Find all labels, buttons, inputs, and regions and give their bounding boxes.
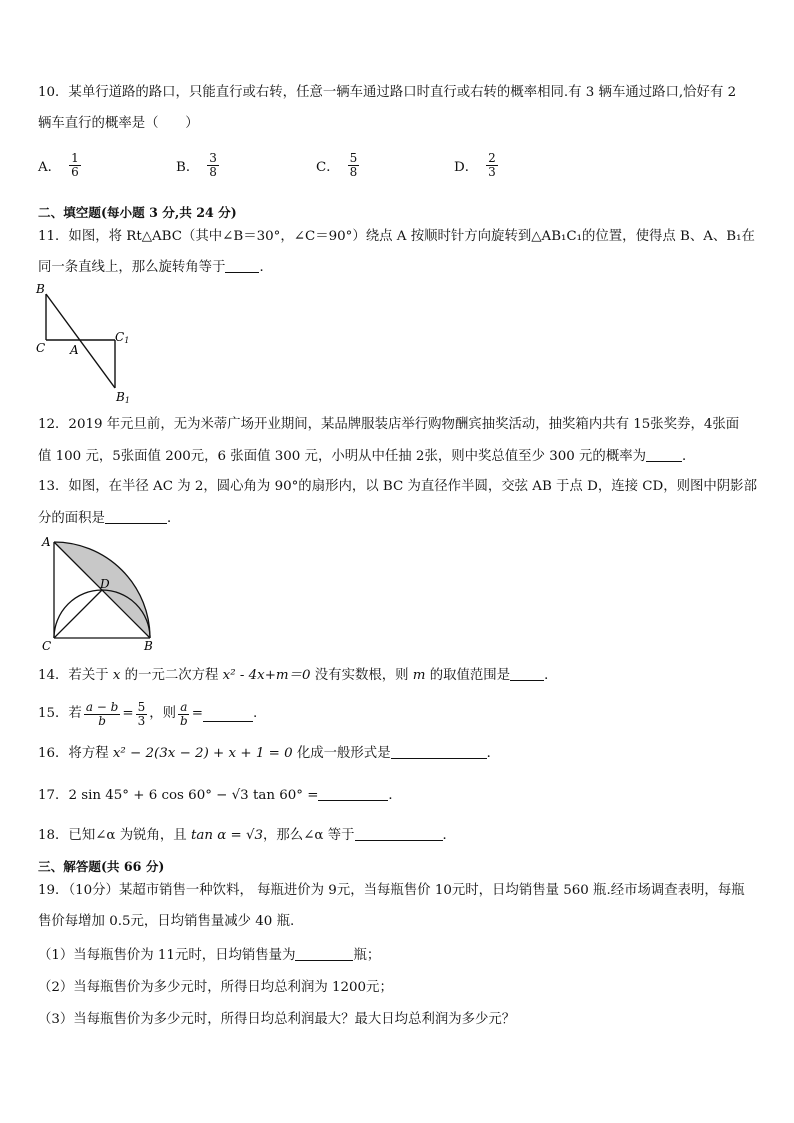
q10-line2: 辆车直行的概率是（ ） (38, 116, 199, 131)
section-solve-heading: 三、解答题(共 66 分) (38, 859, 165, 874)
q17-expression: 2 sin 45° + 6 cos 60° − √3 tan 60° = (68, 788, 319, 803)
q11-figure (32, 280, 142, 406)
q19-part1-blank[interactable] (295, 946, 353, 961)
q12-line2 (38, 447, 695, 466)
q10-option-a (38, 152, 83, 179)
q19-part1-text: （1）当每瓶售价为 11元时，日均销售量为 (38, 948, 296, 963)
q10-option-b (176, 152, 221, 179)
q12-line2-text: 值 100 元，5张面值 200元，6 张面值 300 元，小明从中任抽 2张，则中奖总值至少 300 元的概率为 (38, 449, 646, 464)
q10-option-c (316, 152, 361, 179)
q10-option-d (454, 152, 500, 179)
option-d-den: 3 (488, 165, 496, 179)
q17-end: ． (388, 788, 402, 803)
q14-end: ． (544, 668, 558, 683)
q14-m: m (412, 668, 426, 683)
q13-answer-blank[interactable] (105, 509, 167, 524)
q15-eq: = (122, 706, 134, 721)
q11-line1: 11．如图，将 Rt△ABC（其中∠B＝30°，∠C＝90°）绕点 A 按顺时针方向旋转到△AB₁C₁的位置，使得点 B、A、B₁在 (38, 229, 755, 244)
option-b-label: B． (176, 160, 200, 175)
q15-f2-num: 5 (137, 699, 146, 714)
q19-part1 (38, 946, 380, 965)
option-c-label: C． (316, 160, 340, 175)
line-bb1 (46, 294, 115, 388)
q15-answer-blank[interactable] (203, 707, 253, 722)
q18-equation: tan α = √3 (190, 828, 264, 843)
section-fill-in-heading: 二、填空题(每小题 3 分,共 24 分) (38, 205, 237, 220)
label-c: C (36, 341, 46, 355)
option-b-den: 8 (209, 165, 217, 179)
option-b-num: 3 (209, 151, 217, 165)
q14-post2: 的取值范围是 (425, 668, 511, 683)
q18-end: ． (442, 828, 456, 843)
q11-line2-text: 同一条直线上，那么旋转角等于 (38, 260, 226, 275)
q15-f1-num: a − b (85, 699, 119, 714)
q17-line (38, 786, 402, 805)
q15-end: . (252, 706, 258, 721)
q11-line2 (38, 258, 273, 277)
q10-line1: 10．某单行道路的路口，只能直行或右转，任意一辆车通过路口时直行或右转的概率相同.有 3 辆车通过路口,恰好有 2 (38, 85, 737, 100)
option-a-num: 1 (71, 151, 79, 165)
q16-line (38, 744, 500, 763)
q19-part1-end: 瓶； (353, 948, 381, 963)
label-b1-main: B (116, 390, 125, 404)
q14-post: 没有实数根，则 (310, 668, 413, 683)
q15-fraction-2 (136, 701, 148, 728)
label-d: D (100, 577, 110, 591)
option-c-num: 5 (349, 151, 358, 165)
q15-pre: 15．若 (38, 706, 82, 721)
q18-pre: 18．已知∠α 为锐角，且 (38, 828, 191, 843)
q12-answer-blank[interactable] (646, 447, 682, 462)
q15-f3-den: b (180, 713, 188, 728)
option-d-fraction (486, 152, 498, 179)
q13-line1: 13．如图，在半径 AC 为 2，圆心角为 90°的扇形内，以 BC 为直径作半圆，交弦 AB 于点 D，连接 CD，则图中阴影部 (38, 479, 757, 494)
option-a-label: A． (38, 160, 62, 175)
q11-end: ． (259, 260, 273, 275)
q15-f1-den: b (98, 713, 106, 728)
q16-answer-blank[interactable] (391, 744, 487, 759)
label-b: B (36, 282, 45, 296)
option-a-den: 6 (71, 165, 79, 179)
label-c1-sub: 1 (124, 336, 130, 345)
q16-post: 化成一般形式是 (292, 746, 391, 761)
q15-f2-den: 3 (137, 713, 146, 728)
label-c: C (42, 639, 52, 653)
option-d-label: D． (454, 160, 479, 175)
q19-part2: （2）当每瓶售价为多少元时，所得日均总利润为 1200元； (38, 980, 393, 995)
q15-fraction-1 (84, 701, 121, 728)
label-b: B (144, 639, 153, 653)
q19-line2: 售价每增加 0.5元，日均销售量减少 40 瓶. (38, 914, 295, 929)
option-d-num: 2 (488, 151, 496, 165)
label-c1-main: C (115, 330, 125, 344)
q16-pre: 16．将方程 (38, 746, 113, 761)
q15-f3-num: a (180, 699, 188, 714)
option-a-fraction (69, 152, 81, 179)
q14-answer-blank[interactable] (510, 666, 544, 681)
q11-answer-blank[interactable] (225, 258, 259, 273)
label-b1 (115, 390, 130, 405)
option-b-fraction (207, 152, 219, 179)
q16-end: ． (486, 746, 500, 761)
q18-post: ，那么∠α 等于 (263, 828, 355, 843)
q19-line1: 19．（10分）某超市销售一种饮料， 每瓶进价为 9元，当每瓶售价 10元时，日均销售量 560 瓶.经市场调查表明，每瓶 (38, 883, 745, 898)
q19-part3: （3）当每瓶售价为多少元时，所得日均总利润最大？最大日均总利润为多少元？ (38, 1012, 516, 1027)
option-c-den: 8 (349, 165, 358, 179)
q14-equation: x² - 4x+m＝0 (222, 668, 311, 683)
q18-answer-blank[interactable] (355, 826, 443, 841)
q17-answer-blank[interactable] (318, 786, 388, 801)
q15-eq2: = (191, 706, 203, 721)
q17-pre: 17． (38, 788, 69, 803)
q14-pre: 14．若关于 (38, 668, 113, 683)
q15-line (38, 696, 257, 732)
q15-mid: ，则 (149, 706, 177, 721)
label-a: A (70, 343, 79, 357)
label-b1-sub: 1 (124, 396, 130, 405)
q16-equation: x² − 2(3x − 2) + x + 1 = 0 (112, 746, 293, 761)
q18-line (38, 826, 456, 845)
q13-end: ． (166, 511, 181, 526)
q14-x: x (112, 668, 121, 683)
q15-fraction-3 (178, 701, 190, 728)
q13-line2-text: 分的面积是 (38, 511, 105, 526)
label-c1 (115, 330, 129, 345)
q12-end: ． (682, 449, 696, 464)
q14-line (38, 666, 557, 685)
q12-line1: 12．2019 年元旦前，无为米蒂广场开业期间，某品牌服装店举行购物酬宾抽奖活动，抽奖箱内共有 15张奖券，4张面 (38, 417, 740, 432)
q13-figure (38, 534, 168, 656)
option-c-fraction (348, 152, 360, 179)
q13-line2 (38, 509, 180, 528)
label-a: A (42, 535, 51, 549)
q14-mid: 的一元二次方程 (120, 668, 223, 683)
